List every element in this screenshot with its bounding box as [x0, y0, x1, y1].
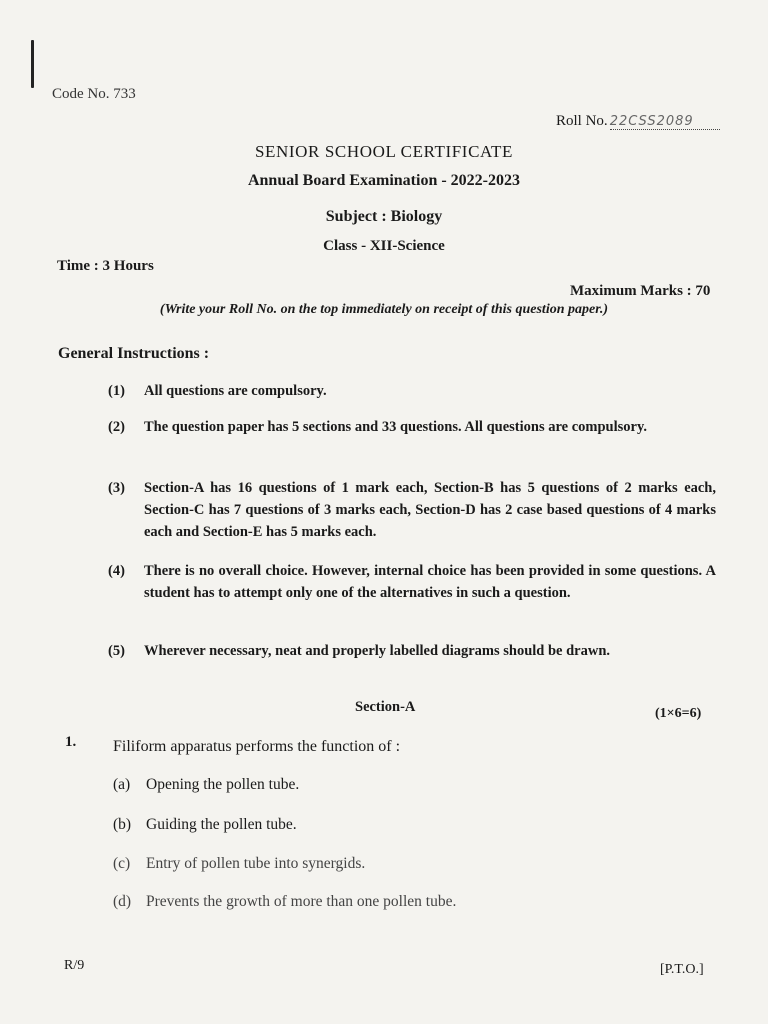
- option-text: Guiding the pollen tube.: [146, 816, 297, 833]
- question-number: 1.: [65, 734, 77, 750]
- margin-mark: [31, 40, 34, 88]
- instruction-item: [108, 380, 716, 402]
- instruction-text: Wherever necessary, neat and properly labelled diagrams should be drawn.: [144, 643, 611, 659]
- subject-title: Subject : Biology: [325, 208, 443, 225]
- option-text: Entry of pollen tube into synergids.: [146, 855, 366, 872]
- instruction-text: All questions are compulsory.: [144, 383, 327, 399]
- instruction-number: (2): [108, 419, 125, 435]
- option-a: [113, 776, 299, 794]
- question-text: Filiform apparatus performs the function of :: [113, 738, 401, 755]
- instruction-text: Section-A has 16 questions of 1 mark each, Section-B has 5 questions of 2 marks each, Section-C has 7 questions of 3 marks each, Section-D has 2 case based questions of 4 marks each and Section-E has 5 marks each.: [144, 480, 716, 540]
- time-allowed: Time : 3 Hours: [57, 258, 154, 274]
- instruction-item: [108, 416, 716, 438]
- instruction-number: (5): [108, 643, 125, 659]
- option-label: (b): [113, 816, 132, 833]
- option-label: (c): [113, 855, 131, 872]
- instruction-item: [108, 477, 716, 543]
- instruction-item: [108, 640, 716, 662]
- page-footer-code: R/9: [64, 958, 85, 973]
- instruction-number: (4): [108, 563, 125, 579]
- roll-number: [556, 113, 720, 130]
- paper-code: Code No. 733: [52, 86, 136, 102]
- general-instructions-title: General Instructions :: [58, 345, 210, 362]
- exam-title: Annual Board Examination - 2022-2023: [247, 172, 521, 189]
- roll-label: Roll No.: [556, 113, 608, 129]
- instruction-text: The question paper has 5 sections and 33 questions. All questions are compulsory.: [144, 419, 648, 435]
- class-title: Class - XII-Science: [323, 238, 445, 254]
- option-c: [113, 855, 365, 873]
- section-title: Section-A: [355, 699, 416, 715]
- option-label: (a): [113, 776, 131, 793]
- page-turn-over: [P.T.O.]: [660, 962, 704, 977]
- certificate-title: SENIOR SCHOOL CERTIFICATE: [255, 142, 513, 161]
- option-d: [113, 893, 456, 911]
- instruction-number: (1): [108, 383, 125, 399]
- instruction-number: (3): [108, 480, 125, 496]
- option-label: (d): [113, 893, 132, 910]
- option-b: [113, 816, 297, 834]
- maximum-marks: Maximum Marks : 70: [570, 283, 711, 299]
- option-text: Opening the pollen tube.: [146, 776, 300, 793]
- instruction-text: There is no overall choice. However, internal choice has been provided in some questions. A student has to attempt only one of the alternatives in such a question.: [144, 563, 716, 601]
- section-marks: (1×6=6): [655, 706, 702, 721]
- option-text: Prevents the growth of more than one pollen tube.: [146, 893, 457, 910]
- roll-value: 22CSS2089: [610, 114, 720, 130]
- roll-number-note: (Write your Roll No. on the top immediately on receipt of this question paper.): [159, 302, 609, 317]
- instruction-item: [108, 560, 716, 604]
